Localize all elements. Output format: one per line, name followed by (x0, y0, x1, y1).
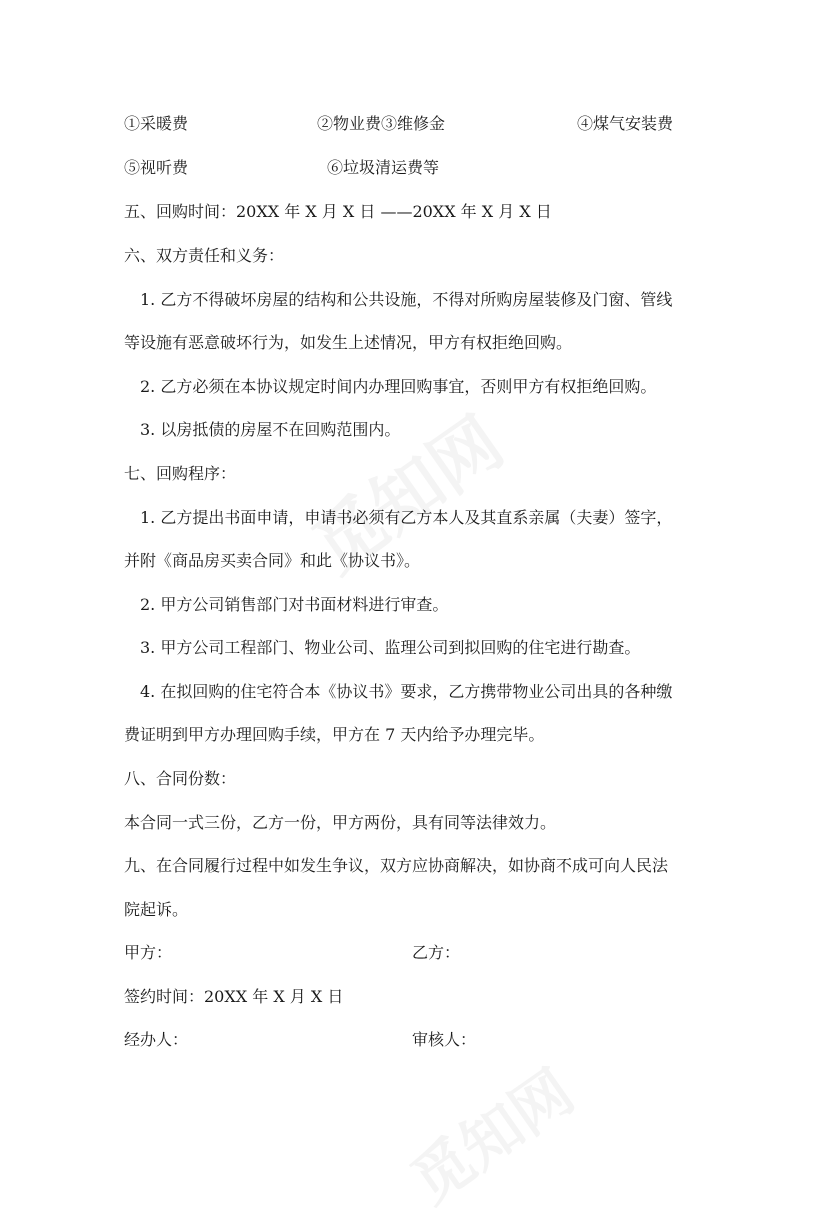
fee-item-property-maintenance: ②物业费③维修金 (317, 114, 446, 133)
reviewer-label: 审核人： (412, 1030, 477, 1049)
fee-item-av: ⑤视听费 (124, 158, 189, 177)
section-5-heading: 五、回购时间：20XX 年 X 月 X 日 ——20XX 年 X 月 X 日 (124, 202, 552, 221)
section-7-item-4-line-1: 4. 在拟回购的住宅符合本《协议书》要求，乙方携带物业公司出具的各种缴 (140, 682, 673, 701)
party-a-label: 甲方： (124, 943, 173, 962)
section-7-item-1-line-1: 1. 乙方提出书面申请，申请书必须有乙方本人及其直系亲属（夫妻）签字， (140, 508, 673, 527)
section-8-heading: 八、合同份数： (124, 769, 237, 788)
section-7-item-4-line-2: 费证明到甲方办理回购手续，甲方在 7 天内给予办理完毕。 (124, 725, 545, 744)
section-6-heading: 六、双方责任和义务： (124, 246, 285, 265)
section-8-body: 本合同一式三份，乙方一份，甲方两份，具有同等法律效力。 (124, 813, 557, 832)
section-7-item-1-line-2: 并附《商品房买卖合同》和此《协议书》。 (124, 551, 421, 570)
fee-item-heating: ①采暖费 (124, 114, 189, 133)
fee-item-garbage: ⑥垃圾清运费等 (327, 158, 440, 177)
section-7-item-3: 3. 甲方公司工程部门、物业公司、监理公司到拟回购的住宅进行勘查。 (140, 638, 641, 657)
section-6-item-3: 3. 以房抵债的房屋不在回购范围内。 (140, 420, 401, 439)
section-7-heading: 七、回购程序： (124, 464, 237, 483)
sign-date: 签约时间：20XX 年 X 月 X 日 (124, 987, 344, 1006)
fee-item-gas-installation: ④煤气安装费 (577, 114, 674, 133)
section-6-item-2: 2. 乙方必须在本协议规定时间内办理回购事宜，否则甲方有权拒绝回购。 (140, 377, 657, 396)
section-9-line-2: 院起诉。 (124, 900, 189, 919)
section-6-item-1-line-1: 1. 乙方不得破坏房屋的结构和公共设施，不得对所购房屋装修及门窗、管线 (140, 290, 673, 309)
section-7-item-2: 2. 甲方公司销售部门对书面材料进行审查。 (140, 595, 449, 614)
party-b-label: 乙方： (412, 943, 461, 962)
section-6-item-1-line-2: 等设施有恶意破坏行为，如发生上述情况，甲方有权拒绝回购。 (124, 333, 573, 352)
section-9-line-1: 九、在合同履行过程中如发生争议，双方应协商解决，如协商不成可向人民法 (124, 856, 669, 875)
handler-label: 经办人： (124, 1030, 189, 1049)
watermark-bottom (392, 1046, 589, 1220)
